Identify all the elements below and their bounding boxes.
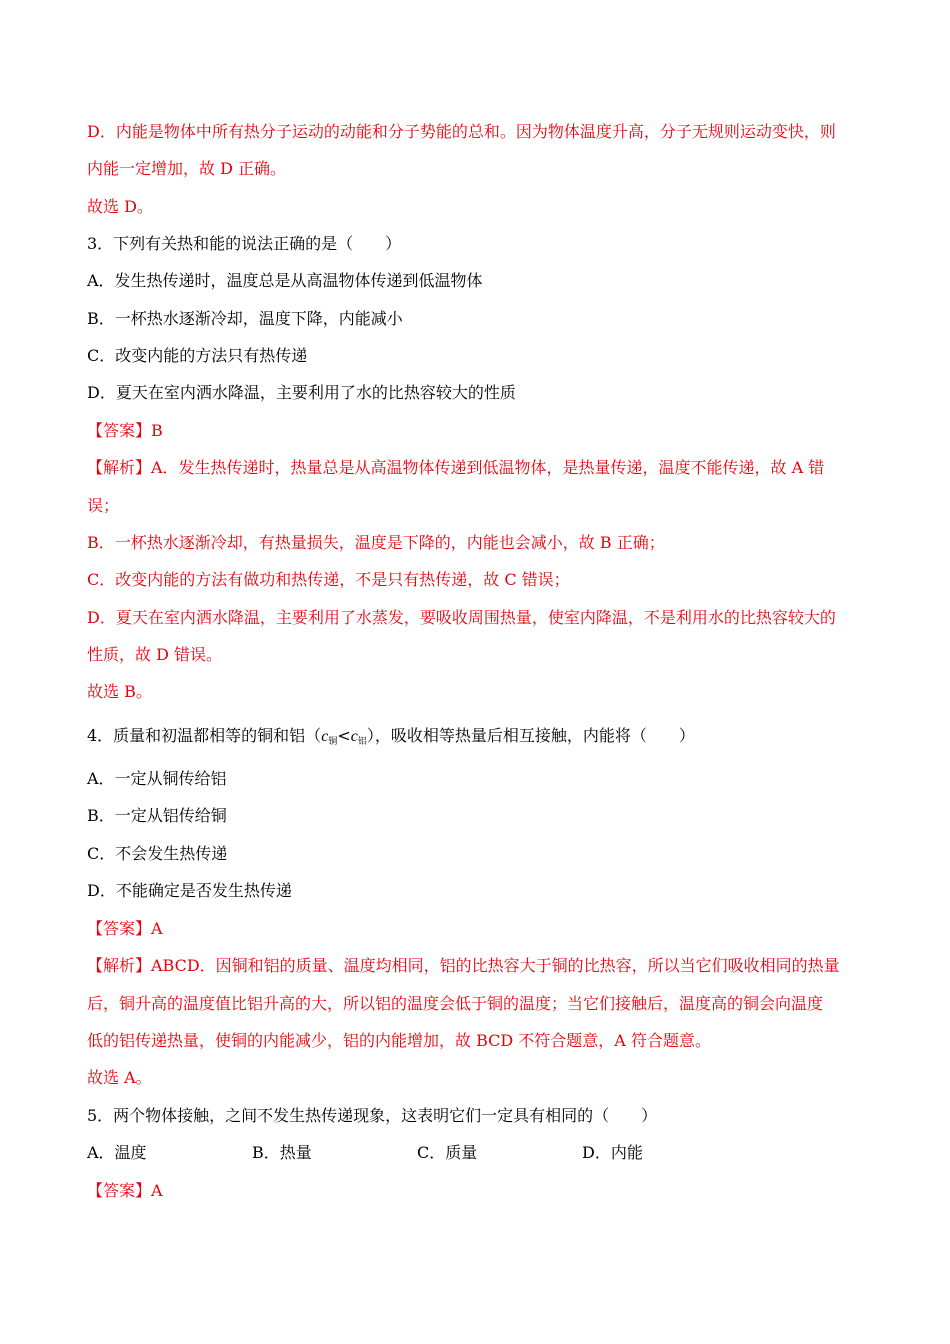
q2-conclusion: 故选 D。 [87,197,153,216]
q2-option-d-analysis-line2: 内能一定增加，故 D 正确。 [87,159,287,178]
q3-stem: 3．下列有关热和能的说法正确的是（ ） [87,234,402,253]
q4-analysis-line3: 低的铝传递热量，使铜的内能减少，铝的内能增加，故 BCD 不符合题意，A 符合题意。 [87,1031,711,1050]
q5-option-c: C．质量 [417,1143,478,1162]
q5-answer: 【答案】A [87,1181,163,1200]
q4-less-than: < [337,726,351,745]
q4-analysis-line2: 后，铜升高的温度值比铝升高的大，所以铝的温度会低于铜的温度；当它们接触后，温度高的铜会向温度 [87,994,824,1013]
q5-stem: 5．两个物体接触，之间不发生热传递现象，这表明它们一定具有相同的（ ） [87,1106,658,1125]
q4-symbol-c-copper: c [321,728,329,745]
q4-stem [87,726,695,746]
q3-analysis-line5: D．夏天在室内洒水降温，主要利用了水蒸发，要吸收周围热量，使室内降温，不是利用水的比热容较大的 [87,608,836,627]
q3-analysis-line1: 【解析】A．发生热传递时，热量总是从高温物体传递到低温物体，是热量传递，温度不能传递，故 A 错 [87,458,825,477]
q4-option-b: B．一定从铝传给铜 [87,806,227,825]
q3-conclusion: 故选 B。 [87,682,152,701]
q3-analysis-line2: 误； [87,496,120,515]
q3-analysis-line4: C．改变内能的方法有做功和热传递，不是只有热传递，故 C 错误； [87,570,570,589]
q3-option-c: C．改变内能的方法只有热传递 [87,346,308,365]
q2-option-d-analysis-line1: D．内能是物体中所有热分子运动的动能和分子势能的总和。因为物体温度升高，分子无规则运动变快，则 [87,122,836,141]
q4-stem-post: ），吸收相等热量后相互接触，内能将（ ） [366,726,695,745]
q5-option-b: B．热量 [252,1143,312,1162]
q4-subscript-copper: 铜 [328,737,338,747]
q4-subscript-aluminum: 铝 [357,737,367,747]
q3-option-b: B．一杯热水逐渐冷却，温度下降，内能减小 [87,309,403,328]
q3-answer: 【答案】B [87,421,163,440]
q4-analysis-line1: 【解析】ABCD．因铜和铝的质量、温度均相同，铝的比热容大于铜的比热容，所以当它们吸收相同的热量 [87,956,840,975]
q4-stem-pre: 4．质量和初温都相等的铜和铝（ [87,726,322,745]
q3-option-d: D．夏天在室内洒水降温，主要利用了水的比热容较大的性质 [87,383,516,402]
q5-option-d: D．内能 [582,1143,643,1162]
q4-option-c: C．不会发生热传递 [87,844,228,863]
q5-option-a: A．温度 [87,1143,147,1162]
q4-symbol-c-aluminum: c [350,728,358,745]
q3-analysis-line6: 性质，故 D 错误。 [87,645,223,664]
q4-option-d: D．不能确定是否发生热传递 [87,881,292,900]
q3-analysis-line3: B．一杯热水逐渐冷却，有热量损失，温度是下降的，内能也会减小，故 B 正确； [87,533,665,552]
q4-answer: 【答案】A [87,919,163,938]
q4-conclusion: 故选 A。 [87,1068,152,1087]
q3-option-a: A．发生热传递时，温度总是从高温物体传递到低温物体 [87,271,483,290]
q4-option-a: A．一定从铜传给铝 [87,769,227,788]
